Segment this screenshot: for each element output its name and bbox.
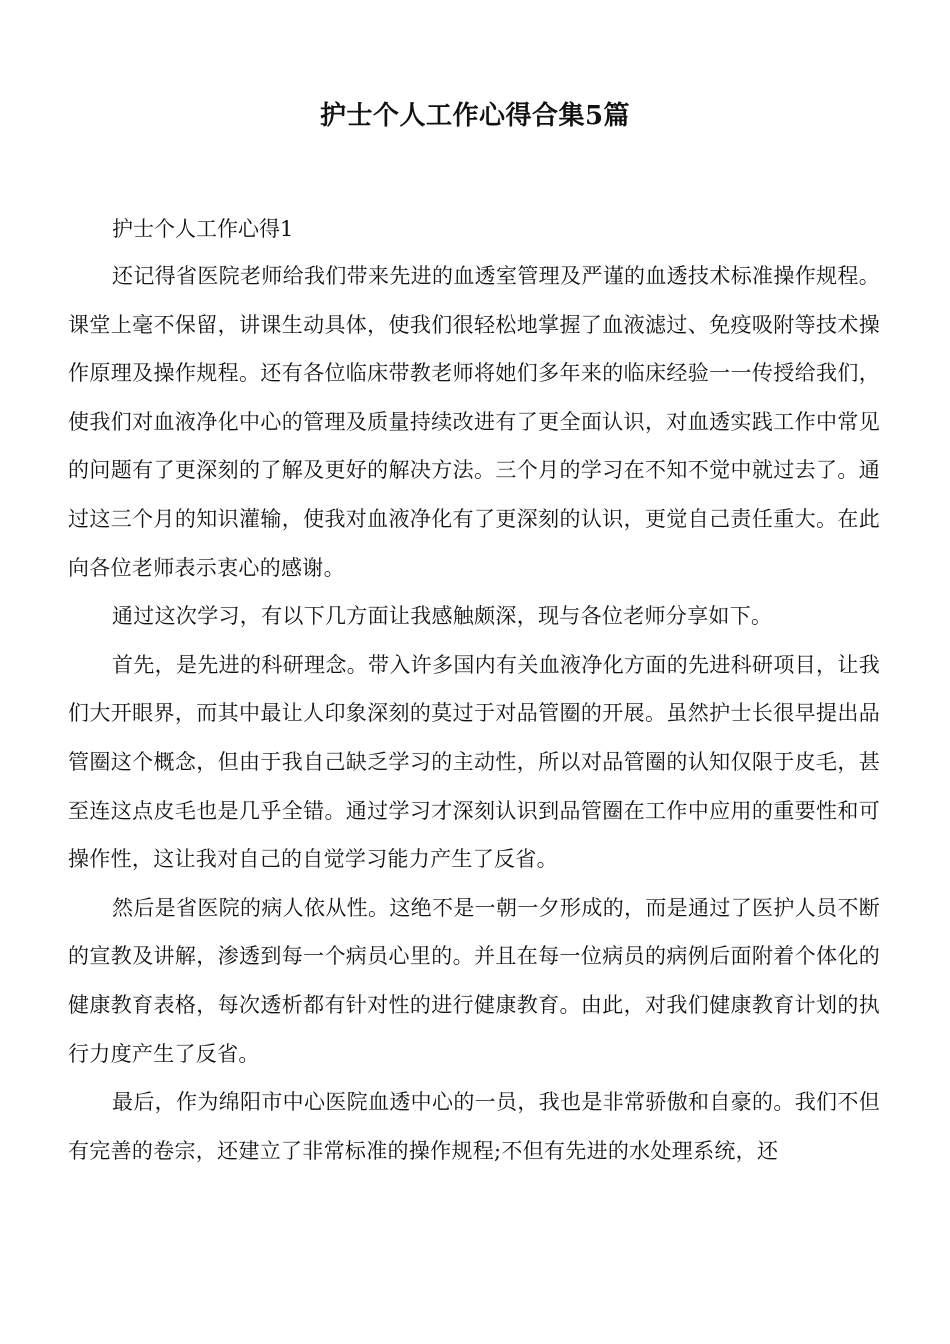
document-body bbox=[68, 206, 880, 1175]
paragraph-4: 然后是省医院的病人依从性。这绝不是一朝一夕形成的，而是通过了医护人员不断的宣教及讲解，渗透到每一个病员心里的。并且在每一位病员的病例后面附着个体化的健康教育表格，每次透析都有针对性的进行健康教育。由此，对我们健康教育计划的执行力度产生了反省。 bbox=[68, 895, 880, 1066]
paragraph-2: 通过这次学习，有以下几方面让我感触颇深，现与各位老师分享如下。 bbox=[112, 604, 773, 629]
paragraph-5: 最后，作为绵阳市中心医院血透中心的一员，我也是非常骄傲和自豪的。我们不但有完善的卷宗，还建立了非常标准的操作规程;不但有先进的水处理系统，还 bbox=[68, 1090, 880, 1163]
paragraph-1: 还记得省医院老师给我们带来先进的血透室管理及严谨的血透技术标准操作规程。课堂上毫不保留，讲课生动具体，使我们很轻松地掌握了血液滤过、免疫吸附等技术操作原理及操作规程。还有各位临床带教老师将她们多年来的临床经验一一传授给我们，使我们对血液净化中心的管理及质量持续改进有了更全面认识，对血透实践工作中常见的问题有了更深刻的了解及更好的解决方法。三个月的学习在不知不觉中就过去了。通过这三个月的知识灌输，使我对血液净化有了更深刻的认识，更觉自己责任重大。在此向各位老师表示衷心的感谢。 bbox=[68, 264, 880, 580]
section-heading: 护士个人工作心得1 bbox=[112, 217, 294, 241]
document-title: 护士个人工作心得合集5篇 bbox=[319, 101, 631, 131]
paragraph-3: 首先，是先进的科研理念。带入许多国内有关血液净化方面的先进科研项目，让我们大开眼界，而其中最让人印象深刻的莫过于对品管圈的开展。虽然护士长很早提出品管圈这个概念，但由于我自己缺乏学习的主动性，所以对品管圈的认知仅限于皮毛，甚至连这点皮毛也是几乎全错。通过学习才深刻认识到品管圈在工作中应用的重要性和可操作性，这让我对自己的自觉学习能力产生了反省。 bbox=[68, 652, 880, 872]
